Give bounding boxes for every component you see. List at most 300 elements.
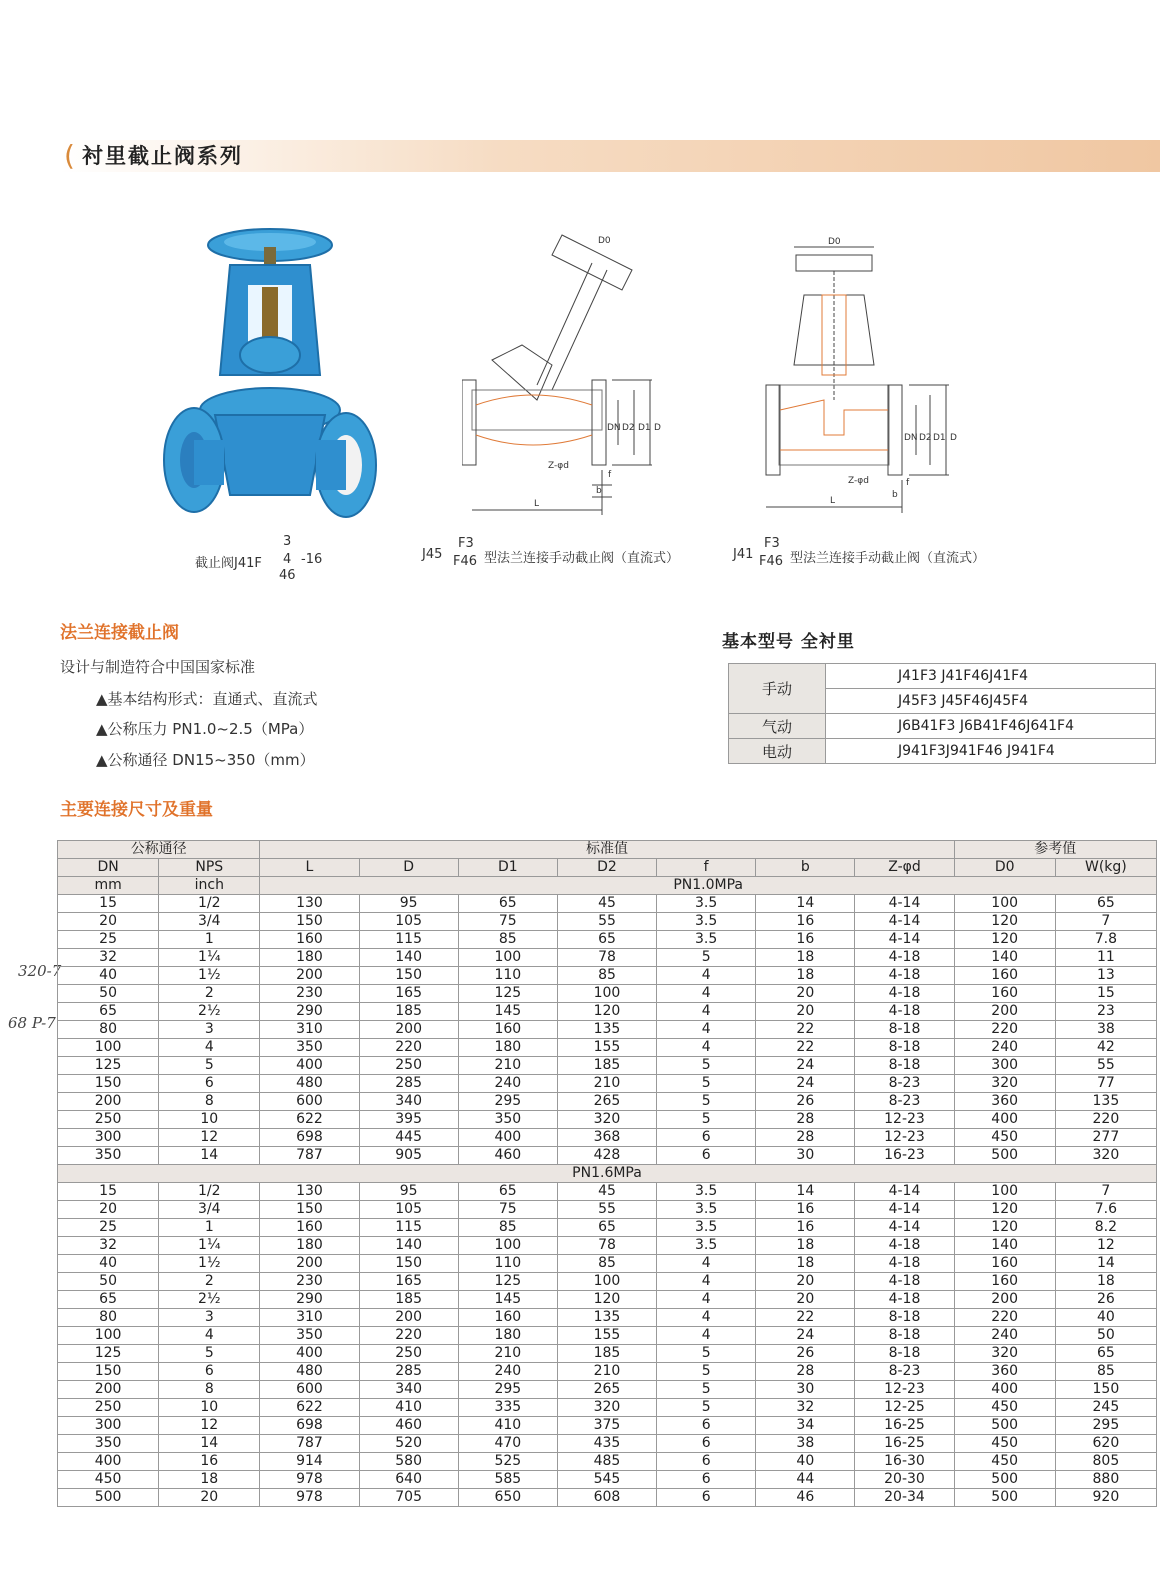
cell-b: 20 bbox=[756, 1273, 855, 1291]
cell-w: 23 bbox=[1055, 1003, 1156, 1021]
cell-w: 26 bbox=[1055, 1291, 1156, 1309]
cell-d0: 240 bbox=[954, 1327, 1055, 1345]
cell-nps: 1¼ bbox=[159, 1237, 260, 1255]
cell-l: 787 bbox=[260, 1435, 359, 1453]
cell-dn: 40 bbox=[58, 967, 159, 985]
table-row bbox=[58, 1255, 1157, 1273]
cell-z: 8-18 bbox=[855, 1021, 954, 1039]
cell-d1: 470 bbox=[458, 1435, 557, 1453]
model-value: J941F3J941F46 J941F4 bbox=[826, 739, 1156, 764]
fig3-label-b: b bbox=[892, 490, 898, 500]
cell-d: 445 bbox=[359, 1129, 458, 1147]
cell-nps: 5 bbox=[159, 1345, 260, 1363]
cell-nps: 3/4 bbox=[159, 1201, 260, 1219]
col-header-d2: D2 bbox=[557, 859, 656, 877]
cell-nps: 10 bbox=[159, 1399, 260, 1417]
cell-d1: 295 bbox=[458, 1381, 557, 1399]
cell-d: 580 bbox=[359, 1453, 458, 1471]
cell-f: 5 bbox=[657, 1057, 756, 1075]
cell-b: 20 bbox=[756, 985, 855, 1003]
cell-d0: 500 bbox=[954, 1471, 1055, 1489]
cell-d: 105 bbox=[359, 913, 458, 931]
cell-l: 310 bbox=[260, 1309, 359, 1327]
cell-b: 34 bbox=[756, 1417, 855, 1435]
cell-dn: 125 bbox=[58, 1345, 159, 1363]
cell-l: 200 bbox=[260, 967, 359, 985]
cell-b: 46 bbox=[756, 1489, 855, 1507]
caption-mid: 4 bbox=[283, 552, 292, 567]
cell-l: 350 bbox=[260, 1039, 359, 1057]
cell-d: 395 bbox=[359, 1111, 458, 1129]
section-label: PN1.0MPa bbox=[260, 877, 1157, 895]
cell-l: 622 bbox=[260, 1111, 359, 1129]
model-label: 手动 bbox=[729, 664, 826, 714]
cell-d0: 240 bbox=[954, 1039, 1055, 1057]
table-row bbox=[58, 1273, 1157, 1291]
cell-nps: 12 bbox=[159, 1129, 260, 1147]
cell-d2: 185 bbox=[557, 1345, 656, 1363]
cell-d1: 125 bbox=[458, 1273, 557, 1291]
fig2-label-d1: D1 bbox=[638, 423, 651, 433]
cell-l: 622 bbox=[260, 1399, 359, 1417]
cell-b: 24 bbox=[756, 1075, 855, 1093]
j41-drawing bbox=[764, 235, 974, 520]
cell-d1: 100 bbox=[458, 949, 557, 967]
cell-f: 4 bbox=[657, 1309, 756, 1327]
cell-d2: 185 bbox=[557, 1057, 656, 1075]
col-header-w: W(kg) bbox=[1055, 859, 1156, 877]
cell-w: 920 bbox=[1055, 1489, 1156, 1507]
cell-d0: 160 bbox=[954, 985, 1055, 1003]
cell-b: 24 bbox=[756, 1057, 855, 1075]
cell-l: 310 bbox=[260, 1021, 359, 1039]
table-row bbox=[58, 1237, 1157, 1255]
model-label: 气动 bbox=[729, 714, 826, 739]
cell-d: 220 bbox=[359, 1039, 458, 1057]
cell-w: 7.8 bbox=[1055, 931, 1156, 949]
cell-z: 12-25 bbox=[855, 1399, 954, 1417]
table-row bbox=[58, 1183, 1157, 1201]
cell-w: 38 bbox=[1055, 1021, 1156, 1039]
cell-f: 6 bbox=[657, 1453, 756, 1471]
cell-d2: 265 bbox=[557, 1381, 656, 1399]
col-header-d: D bbox=[359, 859, 458, 877]
cell-d2: 85 bbox=[557, 967, 656, 985]
table-column-header-row bbox=[58, 859, 1157, 877]
cell-nps: 4 bbox=[159, 1039, 260, 1057]
fig3-label-z: Z-φd bbox=[848, 476, 869, 486]
table-row bbox=[58, 895, 1157, 913]
cell-dn: 25 bbox=[58, 931, 159, 949]
cell-nps: 6 bbox=[159, 1363, 260, 1381]
cell-l: 914 bbox=[260, 1453, 359, 1471]
model-value: J41F3 J41F46J41F4 bbox=[826, 664, 1156, 689]
cell-dn: 20 bbox=[58, 913, 159, 931]
cell-dn: 50 bbox=[58, 985, 159, 1003]
cell-d: 220 bbox=[359, 1327, 458, 1345]
cell-f: 5 bbox=[657, 1111, 756, 1129]
cell-w: 11 bbox=[1055, 949, 1156, 967]
cell-b: 18 bbox=[756, 1237, 855, 1255]
cell-z: 8-23 bbox=[855, 1363, 954, 1381]
cell-b: 24 bbox=[756, 1327, 855, 1345]
cell-b: 22 bbox=[756, 1309, 855, 1327]
cell-f: 3.5 bbox=[657, 1237, 756, 1255]
cell-z: 16-30 bbox=[855, 1453, 954, 1471]
cell-l: 150 bbox=[260, 913, 359, 931]
cell-d2: 45 bbox=[557, 1183, 656, 1201]
table-row bbox=[58, 985, 1157, 1003]
cell-b: 28 bbox=[756, 1129, 855, 1147]
fig2-label-l: L bbox=[534, 499, 540, 509]
model-row bbox=[729, 714, 1156, 739]
cell-nps: 8 bbox=[159, 1381, 260, 1399]
cell-d0: 200 bbox=[954, 1291, 1055, 1309]
table-row bbox=[58, 931, 1157, 949]
cell-w: 77 bbox=[1055, 1075, 1156, 1093]
cell-d0: 140 bbox=[954, 949, 1055, 967]
cell-d: 340 bbox=[359, 1093, 458, 1111]
cell-l: 600 bbox=[260, 1093, 359, 1111]
cell-l: 350 bbox=[260, 1327, 359, 1345]
group-header-standard: 标准值 bbox=[260, 841, 954, 859]
cell-l: 400 bbox=[260, 1057, 359, 1075]
cell-z: 16-23 bbox=[855, 1147, 954, 1165]
model-table-title: 基本型号 全衬里 bbox=[722, 632, 855, 652]
cell-b: 16 bbox=[756, 1219, 855, 1237]
page-title: 衬里截止阀系列 bbox=[82, 144, 243, 168]
cell-z: 20-34 bbox=[855, 1489, 954, 1507]
table-row bbox=[58, 1291, 1157, 1309]
cell-d2: 375 bbox=[557, 1417, 656, 1435]
cell-nps: 2 bbox=[159, 985, 260, 1003]
cell-f: 5 bbox=[657, 1399, 756, 1417]
cell-d2: 65 bbox=[557, 1219, 656, 1237]
cell-b: 28 bbox=[756, 1363, 855, 1381]
cell-z: 20-30 bbox=[855, 1471, 954, 1489]
cell-z: 4-14 bbox=[855, 913, 954, 931]
cell-dn: 32 bbox=[58, 1237, 159, 1255]
cell-l: 230 bbox=[260, 985, 359, 1003]
cell-d: 285 bbox=[359, 1363, 458, 1381]
intro-bullet: ▲基本结构形式：直通式、直流式 bbox=[96, 690, 318, 708]
cell-nps: 2 bbox=[159, 1273, 260, 1291]
cell-dn: 450 bbox=[58, 1471, 159, 1489]
cell-f: 6 bbox=[657, 1147, 756, 1165]
model-label: 电动 bbox=[729, 739, 826, 764]
cell-z: 4-14 bbox=[855, 931, 954, 949]
cell-l: 480 bbox=[260, 1363, 359, 1381]
cell-f: 4 bbox=[657, 1273, 756, 1291]
cell-b: 16 bbox=[756, 913, 855, 931]
cell-d1: 210 bbox=[458, 1057, 557, 1075]
cell-b: 30 bbox=[756, 1147, 855, 1165]
cell-d: 200 bbox=[359, 1309, 458, 1327]
cell-d1: 100 bbox=[458, 1237, 557, 1255]
cell-nps: 1½ bbox=[159, 1255, 260, 1273]
cell-d1: 180 bbox=[458, 1039, 557, 1057]
cell-d2: 135 bbox=[557, 1021, 656, 1039]
cell-nps: 2½ bbox=[159, 1003, 260, 1021]
cell-f: 4 bbox=[657, 1327, 756, 1345]
cell-f: 4 bbox=[657, 985, 756, 1003]
cell-dn: 40 bbox=[58, 1255, 159, 1273]
cell-w: 42 bbox=[1055, 1039, 1156, 1057]
model-value: J6B41F3 J6B41F46J641F4 bbox=[826, 714, 1156, 739]
cell-d0: 160 bbox=[954, 967, 1055, 985]
cell-d0: 220 bbox=[954, 1021, 1055, 1039]
cell-nps: 5 bbox=[159, 1057, 260, 1075]
cell-f: 6 bbox=[657, 1435, 756, 1453]
cell-d1: 525 bbox=[458, 1453, 557, 1471]
cell-d2: 485 bbox=[557, 1453, 656, 1471]
cell-d: 140 bbox=[359, 949, 458, 967]
fig3-label-l: L bbox=[830, 496, 836, 506]
cell-d1: 65 bbox=[458, 895, 557, 913]
cell-d: 640 bbox=[359, 1471, 458, 1489]
cell-l: 978 bbox=[260, 1471, 359, 1489]
cell-d: 200 bbox=[359, 1021, 458, 1039]
cell-d1: 210 bbox=[458, 1345, 557, 1363]
cell-dn: 400 bbox=[58, 1453, 159, 1471]
cell-b: 14 bbox=[756, 1183, 855, 1201]
cell-w: 65 bbox=[1055, 1345, 1156, 1363]
col-header-f: f bbox=[657, 859, 756, 877]
cell-d: 340 bbox=[359, 1381, 458, 1399]
cell-l: 698 bbox=[260, 1129, 359, 1147]
cell-d2: 265 bbox=[557, 1093, 656, 1111]
cell-z: 12-23 bbox=[855, 1381, 954, 1399]
table-body bbox=[58, 877, 1157, 1507]
cell-d: 410 bbox=[359, 1399, 458, 1417]
cell-d0: 500 bbox=[954, 1489, 1055, 1507]
table-row bbox=[58, 1093, 1157, 1111]
cell-d0: 120 bbox=[954, 1219, 1055, 1237]
intro-title: 法兰连接截止阀 bbox=[60, 623, 179, 643]
cell-w: 135 bbox=[1055, 1093, 1156, 1111]
cell-b: 16 bbox=[756, 931, 855, 949]
cell-f: 6 bbox=[657, 1129, 756, 1147]
fig2-label-d0: D0 bbox=[598, 236, 611, 246]
cell-d2: 100 bbox=[557, 1273, 656, 1291]
fig3-label-f: f bbox=[906, 478, 910, 488]
cell-dn: 20 bbox=[58, 1201, 159, 1219]
group-header-nominal: 公称通径 bbox=[58, 841, 260, 859]
cell-f: 5 bbox=[657, 949, 756, 967]
cell-w: 7.6 bbox=[1055, 1201, 1156, 1219]
cell-z: 4-14 bbox=[855, 1201, 954, 1219]
cell-dn: 125 bbox=[58, 1057, 159, 1075]
table-row bbox=[58, 1363, 1157, 1381]
table-row bbox=[58, 967, 1157, 985]
cell-b: 26 bbox=[756, 1093, 855, 1111]
cell-d: 460 bbox=[359, 1417, 458, 1435]
cell-d: 705 bbox=[359, 1489, 458, 1507]
margin-note: 68 P-7 bbox=[8, 1014, 56, 1032]
cell-dn: 65 bbox=[58, 1291, 159, 1309]
fig2-label-b: b bbox=[596, 486, 602, 496]
cell-z: 4-18 bbox=[855, 1003, 954, 1021]
cell-z: 4-18 bbox=[855, 1291, 954, 1309]
table-row bbox=[58, 1003, 1157, 1021]
cell-w: 8.2 bbox=[1055, 1219, 1156, 1237]
cell-l: 480 bbox=[260, 1075, 359, 1093]
intro-bullet: ▲公称压力 PN1.0~2.5（MPa） bbox=[96, 720, 314, 738]
fig3-caption-sub: F46 bbox=[759, 554, 784, 569]
cell-l: 230 bbox=[260, 1273, 359, 1291]
cell-l: 787 bbox=[260, 1147, 359, 1165]
cell-f: 5 bbox=[657, 1075, 756, 1093]
cell-z: 4-18 bbox=[855, 1255, 954, 1273]
cell-nps: 1/2 bbox=[159, 895, 260, 913]
cell-d0: 100 bbox=[954, 895, 1055, 913]
fig2-caption-prefix: J45 bbox=[422, 547, 443, 562]
cell-d1: 350 bbox=[458, 1111, 557, 1129]
table-row bbox=[58, 1327, 1157, 1345]
fig2-caption-text: 型法兰连接手动截止阀（直流式） bbox=[484, 551, 680, 566]
cell-d1: 160 bbox=[458, 1021, 557, 1039]
cell-z: 12-23 bbox=[855, 1111, 954, 1129]
cell-b: 22 bbox=[756, 1039, 855, 1057]
cell-d1: 160 bbox=[458, 1309, 557, 1327]
cell-d0: 300 bbox=[954, 1057, 1055, 1075]
cell-d0: 140 bbox=[954, 1237, 1055, 1255]
col-header-b: b bbox=[756, 859, 855, 877]
cell-d0: 450 bbox=[954, 1435, 1055, 1453]
cell-d1: 65 bbox=[458, 1183, 557, 1201]
cell-w: 277 bbox=[1055, 1129, 1156, 1147]
fig3-label-d: D bbox=[950, 433, 957, 443]
cell-d1: 335 bbox=[458, 1399, 557, 1417]
table-row bbox=[58, 949, 1157, 967]
cell-d0: 320 bbox=[954, 1075, 1055, 1093]
table-row bbox=[58, 1345, 1157, 1363]
cell-d: 105 bbox=[359, 1201, 458, 1219]
cell-z: 8-18 bbox=[855, 1327, 954, 1345]
cell-d1: 110 bbox=[458, 967, 557, 985]
model-value: J45F3 J45F46J45F4 bbox=[826, 689, 1156, 714]
fig2-label-d: D bbox=[654, 423, 661, 433]
cell-d: 115 bbox=[359, 931, 458, 949]
cell-b: 18 bbox=[756, 967, 855, 985]
table-row bbox=[58, 1129, 1157, 1147]
cell-d2: 85 bbox=[557, 1255, 656, 1273]
cell-d0: 450 bbox=[954, 1453, 1055, 1471]
cell-w: 805 bbox=[1055, 1453, 1156, 1471]
cell-w: 150 bbox=[1055, 1381, 1156, 1399]
cell-d2: 45 bbox=[557, 895, 656, 913]
cell-dn: 15 bbox=[58, 895, 159, 913]
cell-z: 8-18 bbox=[855, 1039, 954, 1057]
cell-d1: 585 bbox=[458, 1471, 557, 1489]
cell-dn: 300 bbox=[58, 1129, 159, 1147]
cell-d1: 75 bbox=[458, 1201, 557, 1219]
table-row bbox=[58, 1201, 1157, 1219]
cell-d2: 435 bbox=[557, 1435, 656, 1453]
col-header-d0: D0 bbox=[954, 859, 1055, 877]
table-row bbox=[58, 913, 1157, 931]
cell-d2: 155 bbox=[557, 1039, 656, 1057]
cell-d0: 220 bbox=[954, 1309, 1055, 1327]
cell-d1: 410 bbox=[458, 1417, 557, 1435]
cell-f: 6 bbox=[657, 1417, 756, 1435]
table-row bbox=[58, 1147, 1157, 1165]
intro-bullet: ▲公称通径 DN15~350（mm） bbox=[96, 751, 315, 769]
cell-l: 130 bbox=[260, 895, 359, 913]
table-group-header-row bbox=[58, 841, 1157, 859]
cell-nps: 20 bbox=[159, 1489, 260, 1507]
table-row bbox=[58, 1057, 1157, 1075]
cell-d2: 55 bbox=[557, 913, 656, 931]
intro-line: 设计与制造符合中国国家标准 bbox=[60, 658, 256, 676]
cell-d1: 180 bbox=[458, 1327, 557, 1345]
table-row bbox=[58, 1309, 1157, 1327]
cell-l: 130 bbox=[260, 1183, 359, 1201]
cell-dn: 150 bbox=[58, 1363, 159, 1381]
caption-sup: 3 bbox=[283, 534, 292, 549]
cell-d0: 450 bbox=[954, 1129, 1055, 1147]
col-header-z: Z-φd bbox=[855, 859, 954, 877]
cell-d0: 450 bbox=[954, 1399, 1055, 1417]
table-row bbox=[58, 1219, 1157, 1237]
cell-b: 18 bbox=[756, 949, 855, 967]
cell-d1: 460 bbox=[458, 1147, 557, 1165]
table-row bbox=[58, 1111, 1157, 1129]
fig3-caption bbox=[733, 536, 1063, 572]
cell-f: 4 bbox=[657, 1003, 756, 1021]
table-row bbox=[58, 1399, 1157, 1417]
model-row bbox=[729, 739, 1156, 764]
cell-nps: 1/2 bbox=[159, 1183, 260, 1201]
cell-d2: 428 bbox=[557, 1147, 656, 1165]
cell-w: 50 bbox=[1055, 1327, 1156, 1345]
cell-dn: 15 bbox=[58, 1183, 159, 1201]
cell-d0: 120 bbox=[954, 1201, 1055, 1219]
cell-d: 150 bbox=[359, 967, 458, 985]
cell-d1: 110 bbox=[458, 1255, 557, 1273]
cell-d2: 368 bbox=[557, 1129, 656, 1147]
cell-d0: 400 bbox=[954, 1381, 1055, 1399]
cell-b: 22 bbox=[756, 1021, 855, 1039]
cell-dn: 350 bbox=[58, 1435, 159, 1453]
cell-d0: 360 bbox=[954, 1093, 1055, 1111]
cell-d: 165 bbox=[359, 985, 458, 1003]
fig2-label-dn: DN bbox=[607, 423, 621, 433]
cell-nps: 3 bbox=[159, 1021, 260, 1039]
cell-dn: 150 bbox=[58, 1075, 159, 1093]
cell-d1: 75 bbox=[458, 913, 557, 931]
cell-d2: 135 bbox=[557, 1309, 656, 1327]
cell-nps: 3 bbox=[159, 1309, 260, 1327]
cell-d1: 295 bbox=[458, 1093, 557, 1111]
fig2-caption-sub: F46 bbox=[453, 554, 478, 569]
cell-d: 250 bbox=[359, 1345, 458, 1363]
cell-l: 978 bbox=[260, 1489, 359, 1507]
cell-l: 200 bbox=[260, 1255, 359, 1273]
fig3-label-d0: D0 bbox=[828, 237, 841, 247]
cell-f: 6 bbox=[657, 1471, 756, 1489]
cell-z: 4-14 bbox=[855, 895, 954, 913]
cell-d0: 320 bbox=[954, 1345, 1055, 1363]
cell-d: 150 bbox=[359, 1255, 458, 1273]
cell-b: 38 bbox=[756, 1435, 855, 1453]
cell-z: 4-18 bbox=[855, 949, 954, 967]
cell-dn: 200 bbox=[58, 1093, 159, 1111]
caption-sub: 46 bbox=[279, 568, 296, 583]
cell-z: 8-18 bbox=[855, 1057, 954, 1075]
cell-b: 28 bbox=[756, 1111, 855, 1129]
cell-d2: 608 bbox=[557, 1489, 656, 1507]
